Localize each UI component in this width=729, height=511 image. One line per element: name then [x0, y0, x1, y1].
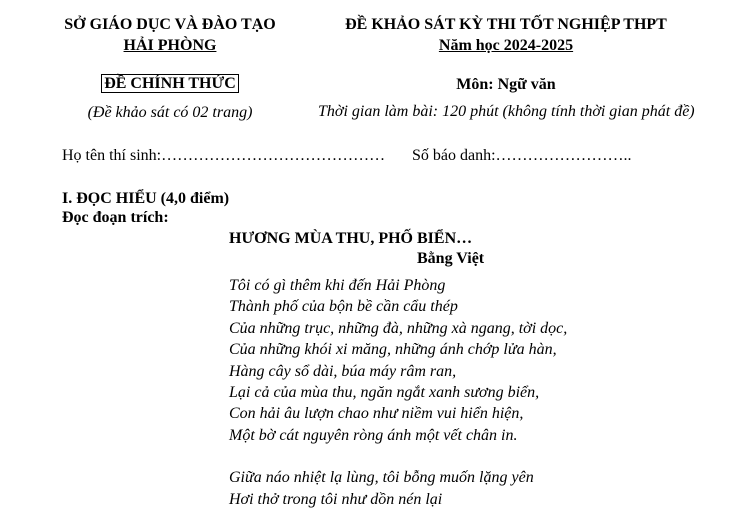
time-note: Thời gian làm bài: 120 phút (không tính thời gian phát đề) — [318, 103, 695, 120]
poem-line: Tôi có gì thêm khi đến Hải Phòng — [229, 277, 446, 294]
poem-line: Một bờ cát nguyên ròng ánh một vết chân in. — [229, 426, 518, 444]
poem-line: Hàng cây sổ dài, búa máy râm ran, — [229, 362, 457, 380]
section-subtitle: Đọc đoạn trích: — [62, 209, 169, 226]
poem-line: Của những trục, những đà, những xà ngang, tời dọc, — [229, 319, 568, 337]
pages-note: (Đề khảo sát có 02 trang) — [87, 104, 253, 121]
stanza-break — [229, 446, 567, 467]
subject: Môn: Ngữ văn — [456, 76, 556, 93]
poem-author: Bằng Việt — [417, 250, 485, 267]
poem-body — [229, 275, 567, 510]
exam-title: ĐỀ KHẢO SÁT KỲ THI TỐT NGHIỆP THPT — [345, 16, 667, 33]
official-label-wrapper — [42, 74, 298, 94]
poem-line: Con hải âu lượn chao như niềm vui hiển hiện, — [229, 405, 524, 423]
poem-line: Của những khói xi măng, những ánh chớp lửa hàn, — [229, 341, 557, 359]
official-label: ĐỀ CHÍNH THỨC — [101, 74, 239, 93]
poem-line: Hơi thở trong tôi như dồn nén lại — [229, 490, 443, 508]
section-title: I. ĐỌC HIỂU (4,0 điểm) — [62, 190, 230, 207]
candidate-id-field: Số báo danh:…………………….. — [412, 147, 632, 164]
poem-line: Lại cả của mùa thu, ngăn ngắt xanh sương biển, — [229, 384, 540, 402]
school-year: Năm học 2024-2025 — [438, 37, 574, 54]
department-city: HẢI PHÒNG — [123, 37, 217, 54]
poem-line: Giữa náo nhiệt lạ lùng, tôi bỗng muốn lặng yên — [229, 469, 534, 487]
department-name: SỞ GIÁO DỤC VÀ ĐÀO TẠO — [64, 16, 276, 33]
poem-title: HƯƠNG MÙA THU, PHỐ BIỂN… — [229, 230, 473, 247]
candidate-name-field: Họ tên thí sinh:…………………………………… — [62, 147, 386, 164]
poem-line: Thành phố của bộn bề cần cẩu thép — [229, 298, 458, 316]
